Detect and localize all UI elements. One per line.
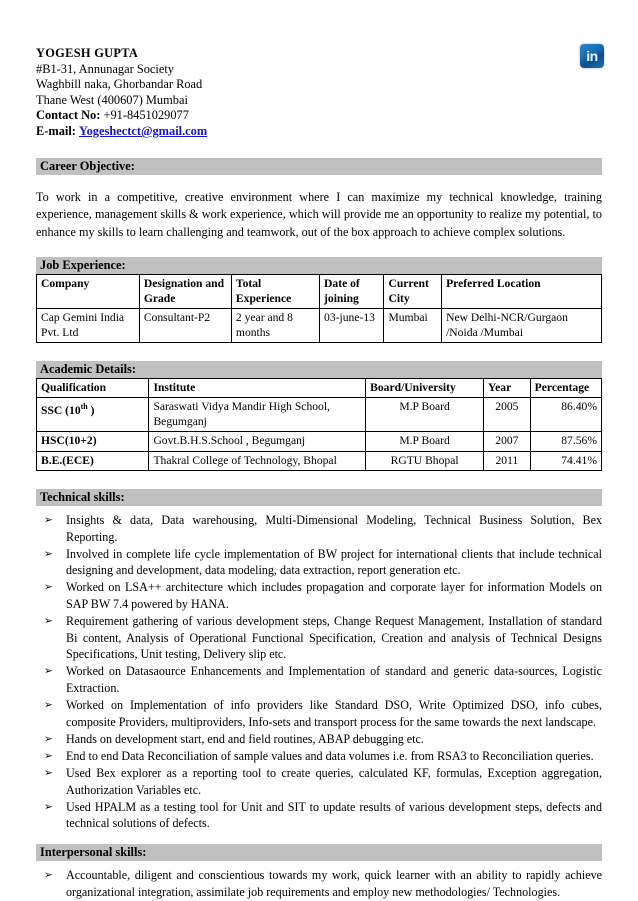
linkedin-icon-glyph: in <box>586 48 598 64</box>
list-item: ➢ Worked on Datasaource Enhancements and Implementation of standard and generic data-sources, Logistic Extraction. <box>36 663 602 696</box>
qualification-text: SSC (10 <box>41 404 81 418</box>
col-institute: Institute <box>149 378 366 397</box>
academic-details-heading: Academic Details: <box>36 361 602 378</box>
technical-skills-list <box>36 512 602 832</box>
table-row <box>37 398 602 432</box>
cell-year: 2011 <box>484 451 531 470</box>
list-item: ➢ Used Bex explorer as a reporting tool to create queries, calculated KF, formulas, Exception aggregation, Authorization Variables etc. <box>36 765 602 798</box>
address-line-3: Thane West (400607) Mumbai <box>36 92 188 107</box>
technical-skills-heading: Technical skills: <box>36 489 602 506</box>
cell-company: Cap Gemini India Pvt. Ltd <box>37 309 140 343</box>
col-company: Company <box>37 275 140 309</box>
col-designation: Designation and Grade <box>139 275 231 309</box>
cell-qualification: B.E.(ECE) <box>37 451 149 470</box>
candidate-name: YOGESH GUPTA <box>36 46 139 60</box>
list-item: ➢ Worked on Implementation of info providers like Standard DSO, Write Optimized DSO, info cubes, composite Providers, multiproviders, Info-sets and transport process for the same towards the next landscape. <box>36 697 602 730</box>
list-item: ➢ Involved in complete life cycle implementation of BW project for international clients that include technical designing and development, data modeling, data extraction, report generation etc. <box>36 546 602 579</box>
col-qualification: Qualification <box>37 378 149 397</box>
email-link[interactable]: Yogeshectct@gmail.com <box>79 123 208 138</box>
cell-preferred-location: New Delhi-NCR/Gurgaon /Noida /Mumbai <box>442 309 602 343</box>
cell-qualification <box>37 398 149 432</box>
table-row <box>37 432 602 451</box>
col-preferred-location: Preferred Location <box>442 275 602 309</box>
interpersonal-skills-list <box>36 867 602 900</box>
contact-header <box>36 46 602 140</box>
list-item: ➢ Worked on LSA++ architecture which includes propagation and corporate layer for information Models on SAP BW 7.4 powered by HANA. <box>36 579 602 612</box>
career-objective-heading: Career Objective: <box>36 158 602 175</box>
address-line-2: Waghbill naka, Ghorbandar Road <box>36 77 203 92</box>
cell-board-university: M.P Board <box>366 432 484 451</box>
list-item: ➢ Requirement gathering of various development steps, Change Request Management, Installation of standard Bi content, Analysis of Operational Functional Specification, Creation and analysis of Technical Designs Specifications, Unit testing, Delivery slip etc. <box>36 613 602 663</box>
list-item: ➢ Hands on development start, end and field routines, ABAP debugging etc. <box>36 731 602 748</box>
cell-institute: Thakral College of Technology, Bhopal <box>149 451 366 470</box>
list-item: ➢ Accountable, diligent and conscientious towards my work, quick learner with an ability to rapidly achieve organizational integration, assimilate job requirements and employ new methodologies/ Technologies. <box>36 867 602 900</box>
interpersonal-skills-heading: Interpersonal skills: <box>36 844 602 861</box>
cell-institute: Saraswati Vidya Mandir High School, Begumganj <box>149 398 366 432</box>
cell-board-university: RGTU Bhopal <box>366 451 484 470</box>
linkedin-icon[interactable] <box>580 44 604 68</box>
list-item: ➢ End to end Data Reconciliation of sample values and data volumes i.e. from RSA3 to Reconciliation queries. <box>36 748 602 765</box>
col-total-experience: Total Experience <box>231 275 319 309</box>
col-board-university: Board/University <box>366 378 484 397</box>
academic-details-table <box>36 378 602 471</box>
cell-year: 2005 <box>484 398 531 432</box>
email-label: E-mail: <box>36 123 76 138</box>
contact-number-line <box>36 108 602 124</box>
col-year: Year <box>484 378 531 397</box>
col-date-of-joining: Date of joining <box>320 275 384 309</box>
cell-date-of-joining: 03-june-13 <box>320 309 384 343</box>
cell-percentage: 74.41% <box>530 451 601 470</box>
qualification-tail: ) <box>87 404 95 418</box>
list-item: ➢ Insights & data, Data warehousing, Multi-Dimensional Modeling, Technical Business Solution, Bex Reporting. <box>36 512 602 545</box>
table-row <box>37 309 602 343</box>
table-row <box>37 451 602 470</box>
cell-percentage: 87.56% <box>530 432 601 451</box>
cell-total-experience: 2 year and 8 months <box>231 309 319 343</box>
job-experience-heading: Job Experience: <box>36 257 602 274</box>
list-item: ➢ Used HPALM as a testing tool for Unit and SIT to update results of various development steps, defects and technical solutions of defects. <box>36 799 602 832</box>
cell-designation: Consultant-P2 <box>139 309 231 343</box>
cell-board-university: M.P Board <box>366 398 484 432</box>
col-percentage: Percentage <box>530 378 601 397</box>
cell-percentage: 86.40% <box>530 398 601 432</box>
career-objective-body: To work in a competitive, creative environment where I can maximize my technical knowledge, training experience, management skills & work experience, which will provide me an opportunity to realize my potential, to enhance my skills to learn challenging and teamwork, out of the box approach to achieve complex solutions. <box>36 189 602 239</box>
address-line-1: #B1-31, Annunagar Society <box>36 61 174 76</box>
cell-year: 2007 <box>484 432 531 451</box>
contact-number-value: +91-8451029077 <box>100 108 189 123</box>
job-experience-table <box>36 274 602 343</box>
table-header-row <box>37 378 602 397</box>
cell-current-city: Mumbai <box>384 309 442 343</box>
cell-qualification: HSC(10+2) <box>37 432 149 451</box>
col-current-city: Current City <box>384 275 442 309</box>
cell-institute: Govt.B.H.S.School , Begumganj <box>149 432 366 451</box>
email-line <box>36 124 602 140</box>
resume-content <box>36 46 602 901</box>
qualification-superscript: th <box>80 402 88 412</box>
contact-label: Contact No: <box>36 108 101 123</box>
table-header-row <box>37 275 602 309</box>
